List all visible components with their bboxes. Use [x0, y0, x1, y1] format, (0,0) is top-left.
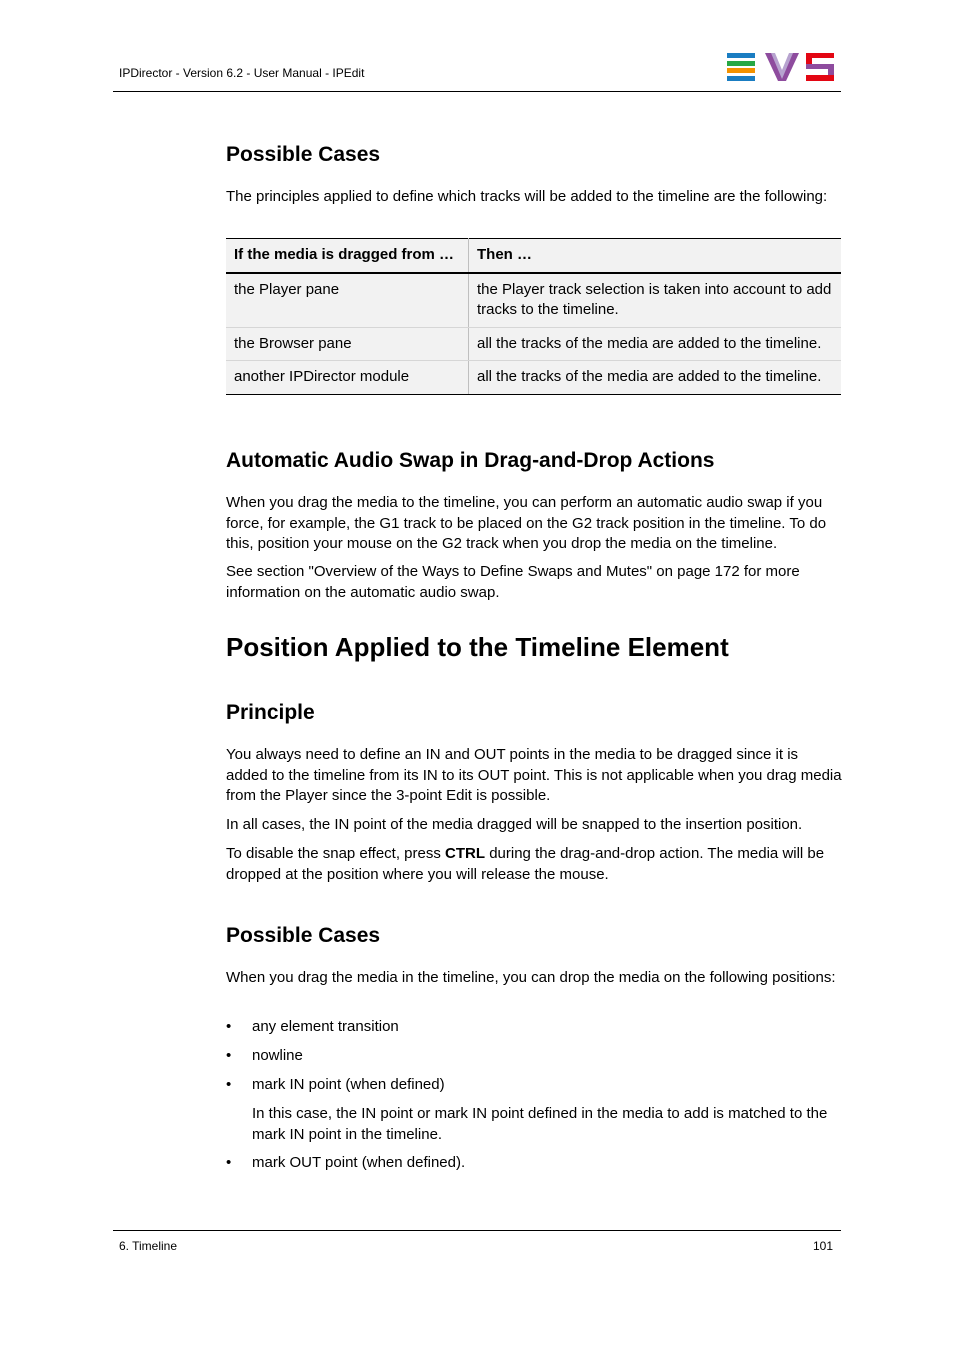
table-cell: the Player pane — [226, 273, 469, 328]
table-row — [226, 361, 841, 395]
paragraph: When you drag the media to the timeline, you can perform an automatic audio swap if you force, for example, the G1 track to be placed on the G2 track position in the timeline. To do this, position your mouse on the G2 track when you drop the media on the timeline. — [226, 494, 827, 552]
paragraph: You always need to define an IN and OUT points in the media to be dragged since it is added to the timeline from its IN to its OUT point. This is not applicable when you drag media from the Player since the 3-point Edit is possible. — [226, 746, 842, 804]
list-item-note: In this case, the IN point or mark IN point defined in the media to add is matched to the mark IN point in the timeline. — [252, 1105, 828, 1143]
section-heading-possible-cases-2: Possible Cases — [226, 924, 381, 947]
section-heading-principle: Principle — [226, 701, 315, 724]
page-number: 101 — [812, 1239, 833, 1253]
bullet-icon: • — [226, 1018, 232, 1035]
table-cell: all the tracks of the media are added to the timeline. — [469, 327, 842, 361]
text-span: during the drag-and-drop action. The media will be dropped at the position where you will release the mouse. — [226, 845, 825, 883]
chapter-heading: Position Applied to the Timeline Element — [226, 632, 729, 662]
list-item-text: any element transition — [252, 1018, 399, 1035]
list-item-text: mark IN point (when defined) — [252, 1076, 445, 1093]
table-cell: all the tracks of the media are added to the timeline. — [469, 361, 842, 395]
keyboard-key: CTRL — [445, 845, 486, 862]
table-row — [226, 273, 841, 328]
evs-logo — [727, 53, 835, 81]
section-heading-audio-swap: Automatic Audio Swap in Drag-and-Drop Actions — [226, 449, 715, 472]
cross-reference-paragraph: See section "Overview of the Ways to Define Swaps and Mutes" on page 172 for more information on the automatic audio swap. — [226, 563, 800, 601]
paragraph — [226, 844, 842, 885]
list-item-text: nowline — [252, 1047, 303, 1064]
table-row — [226, 327, 841, 361]
list-item-text: mark OUT point (when defined). — [252, 1154, 466, 1171]
bullet-icon: • — [226, 1076, 232, 1093]
page-header — [113, 0, 841, 92]
section-intro: When you drag the media in the timeline, you can drop the media on the following positions: — [226, 969, 836, 986]
bullet-icon: • — [226, 1047, 232, 1064]
table-header-row — [226, 239, 841, 273]
section-heading-possible-cases: Possible Cases — [226, 143, 381, 166]
section-intro: The principles applied to define which tracks will be added to the timeline are the following: — [226, 188, 828, 205]
bullet-icon: • — [226, 1154, 232, 1171]
drag-source-table — [226, 238, 841, 395]
paragraph: In all cases, the IN point of the media dragged will be snapped to the insertion position. — [226, 816, 803, 833]
table-cell: the Browser pane — [226, 327, 469, 361]
page-footer — [113, 1230, 841, 1253]
table-cell: another IPDirector module — [226, 361, 469, 395]
footer-chapter: 6. Timeline — [119, 1239, 178, 1253]
table-cell: the Player track selection is taken into account to add tracks to the timeline. — [469, 273, 842, 328]
table-header-cell: Then … — [469, 239, 842, 273]
text-span: To disable the snap effect, press — [226, 845, 446, 862]
header-title: IPDirector - Version 6.2 - User Manual - IPEdit — [119, 66, 365, 80]
table-header-cell: If the media is dragged from … — [226, 239, 469, 273]
